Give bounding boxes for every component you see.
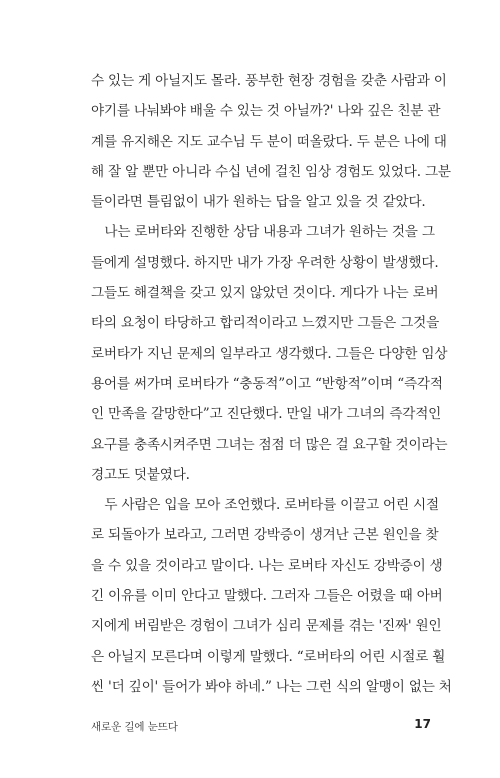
text-line: 을 수 있을 것이라고 말이다. 나는 로버타 자신도 강박증이 생 [91, 557, 443, 574]
text-line: 수 있는 게 아닐지도 몰라. 풍부한 현장 경험을 갖춘 사람과 이 [91, 73, 447, 89]
running-footer-title: 새로운 길에 눈뜨다 [91, 721, 178, 733]
text-line: 그들도 해결책을 갖고 있지 않았던 것이다. 게다가 나는 로버 [91, 285, 439, 302]
text-line: 타의 요청이 타당하고 합리적이라고 느꼈지만 그들은 그것을 [91, 315, 440, 332]
paragraph [91, 217, 448, 490]
paragraph [91, 66, 451, 217]
text-line: 로버타가 지닌 문제의 일부라고 생각했다. 그들은 다양한 임상 [91, 345, 448, 362]
text-line: 지에게 버림받은 경험이 그녀가 심리 문제를 겪는 '진짜' 원인 [91, 618, 442, 635]
text-line: 경고도 덧붙였다. [91, 466, 190, 483]
text-line: 해 잘 알 뿐만 아니라 수십 년에 걸친 임상 경험도 있었다. 그분 [91, 163, 451, 180]
text-line: 씬 '더 깊이' 들어가 봐야 하네.” 나는 그런 식의 알맹이 없는 처 [91, 678, 452, 695]
text-line: 야기를 나눠봐야 배울 수 있는 것 아닐까?' 나와 깊은 친분 관 [91, 103, 441, 120]
text-line: 계를 유지해온 지도 교수님 두 분이 떠올랐다. 두 분은 나에 대 [91, 133, 447, 150]
body-text [91, 66, 452, 702]
text-line: 긴 이유를 이미 안다고 말했다. 그러자 그들은 어렸을 때 아버 [91, 588, 443, 605]
text-line: 용어를 써가며 로버타가 “충동적”이고 “반항적”이며 “즉각적 [91, 375, 443, 392]
text-line: 두 사람은 입을 모아 조언했다. 로버타를 이끌고 어린 시절 [91, 497, 439, 514]
text-line: 나는 로버타와 진행한 상담 내용과 그녀가 원하는 것을 그 [91, 224, 435, 241]
page-number: 17 [414, 717, 431, 731]
text-line: 들이라면 틀림없이 내가 원하는 답을 알고 있을 것 같았다. [91, 194, 426, 211]
text-line: 요구를 충족시켜주면 그녀는 점점 더 많은 걸 요구할 것이라는 [91, 436, 448, 453]
text-line: 들에게 설명했다. 하지만 내가 가장 우려한 상황이 발생했다. [91, 254, 439, 271]
paragraph [91, 490, 452, 702]
text-line: 로 되돌아가 보라고, 그러면 강박증이 생겨난 근본 원인을 찾 [91, 527, 439, 544]
text-line: 인 만족을 갈망한다”고 진단했다. 만일 내가 그녀의 즉각적인 [91, 406, 442, 423]
text-line: 은 아닐지 모른다며 이렇게 말했다. “로버타의 어린 시절로 훨 [91, 648, 446, 665]
